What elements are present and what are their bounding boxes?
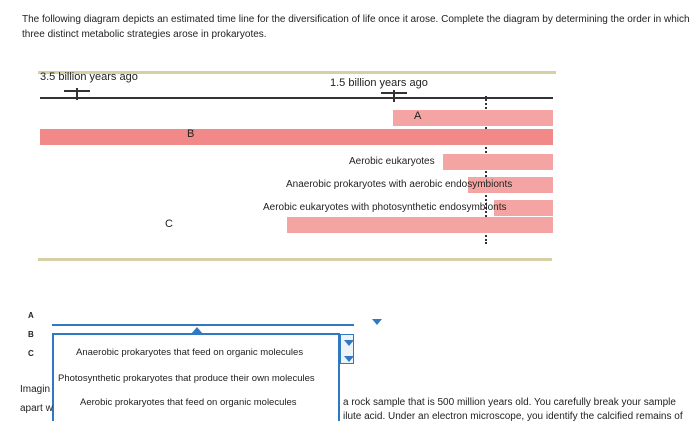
bar-aerobic-eukaryotes — [443, 154, 553, 170]
instructions-text: The following diagram depicts an estimated time line for the diversification of life once it arose. Complete the diagram by determining the order in which three distinct metabolic strategies arose in prokaryotes. — [22, 14, 690, 40]
time-axis — [40, 97, 553, 99]
mid-tick-bar — [381, 92, 407, 94]
answer-b-dropdown-arrow-icon[interactable] — [344, 340, 354, 346]
question-fragment-right-1: a rock sample that is 500 million years old. You carefully break your sample — [343, 397, 676, 408]
dropdown-menu[interactable] — [52, 333, 340, 421]
dropdown-option-anaerobic[interactable]: Anaerobic prokaryotes that feed on organic molecules — [54, 341, 338, 363]
slot-c-label: C — [165, 218, 173, 230]
answer-letter-b: B — [28, 330, 34, 339]
answer-letter-a: A — [28, 311, 34, 320]
question-fragment-left-2: apart w — [20, 403, 53, 414]
dropdown-option-aerobic[interactable]: Aerobic prokaryotes that feed on organic molecules — [80, 396, 297, 408]
bar-b — [40, 129, 553, 145]
mid-time-label: 1.5 billion years ago — [330, 77, 428, 89]
question-fragment-right-2: ilute acid. Under an electron microscope, you identify the calcified remains of — [343, 411, 683, 422]
bottom-border-line — [38, 258, 552, 261]
slot-a-label: A — [414, 110, 422, 122]
slot-b-label: B — [187, 128, 195, 140]
answer-letter-c: C — [28, 349, 34, 358]
question-fragment-left-1: Imagin — [20, 384, 51, 395]
bar-label-photosynthetic-endosymbionts: Aerobic eukaryotes with photosynthetic endosymbionts — [263, 202, 507, 213]
dropdown-option-photosynthetic[interactable]: Photosynthetic prokaryotes that produce their own molecules — [58, 372, 315, 384]
answer-a-dropdown-arrow-icon[interactable] — [372, 319, 382, 325]
bar-c — [287, 217, 553, 233]
start-tick-bar — [64, 90, 90, 92]
bar-label-anaerobic-endosymbionts: Anaerobic prokaryotes with aerobic endosymbionts — [286, 179, 513, 190]
answer-a-select-underline[interactable] — [52, 324, 354, 326]
answer-c-dropdown-arrow-icon[interactable] — [344, 356, 354, 362]
start-time-label: 3.5 billion years ago — [40, 71, 138, 83]
bar-label-aerobic-eukaryotes: Aerobic eukaryotes — [349, 156, 435, 167]
